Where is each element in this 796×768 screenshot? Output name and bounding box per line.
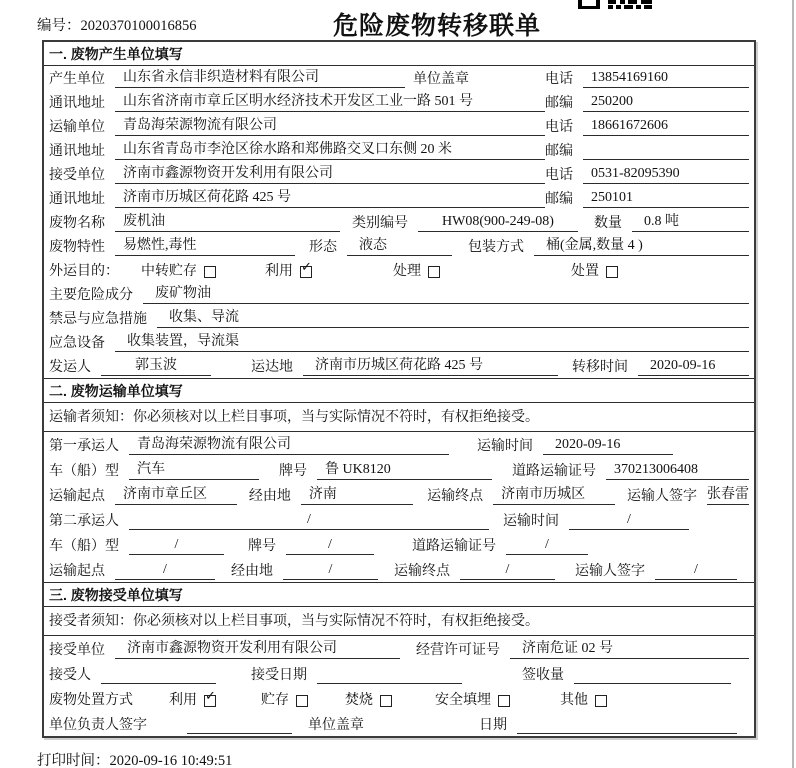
second-carrier-row — [44, 507, 754, 532]
receiving-unit-row — [44, 636, 754, 661]
end-label: 运输终点 — [394, 564, 450, 579]
checkbox-icon — [204, 266, 216, 278]
carrier-label: 第一承运人 — [49, 439, 119, 454]
producer-row — [44, 66, 754, 90]
document-header — [0, 6, 796, 40]
option-label: 其他 — [560, 693, 588, 708]
plate-label: 牌号 — [248, 539, 276, 554]
print-time-value: 2020-09-16 10:49:51 — [109, 753, 233, 768]
carrier-sign-label: 运输人签字 — [626, 489, 697, 504]
carrier-sign-label: 运输人签字 — [575, 564, 645, 579]
disposal-option-other — [560, 689, 607, 709]
category-value: HW08(900-249-08) — [418, 213, 578, 232]
transporter-address-row — [44, 138, 754, 162]
address-label: 通讯地址 — [49, 96, 105, 111]
seal-label: 单位盖章 — [308, 718, 364, 733]
disposal-method-label: 废物处置方式 — [49, 693, 133, 708]
form-label: 形态 — [309, 240, 337, 255]
character-label: 废物特性 — [49, 240, 105, 255]
transporter-label: 运输单位 — [49, 120, 105, 135]
emergency-equipment-value: 收集装置，导流渠 — [115, 333, 749, 352]
emergency-measures-row — [44, 306, 754, 330]
section-receiver-title: 三. 废物接受单位填写 — [44, 583, 754, 607]
doc-number-value: 2020370100016856 — [80, 18, 197, 34]
address-label: 通讯地址 — [49, 192, 105, 207]
emergency-measures-label: 禁忌与应急措施 — [49, 312, 147, 327]
route-row-2 — [44, 557, 754, 582]
option-label: 焚烧 — [345, 693, 373, 708]
transport-time-label: 运输时间 — [477, 439, 533, 454]
received-qty-value — [574, 683, 731, 684]
hazard-row — [44, 282, 754, 306]
received-qty-label: 签收量 — [522, 668, 564, 683]
vehicle-row-2 — [44, 532, 754, 557]
waste-character-row — [44, 234, 754, 258]
producer-value: 山东省永信非织造材料有限公司 — [115, 69, 405, 88]
qr-code-fragment-icon — [578, 0, 652, 9]
road-license-label: 道路运输证号 — [512, 464, 596, 479]
section-producer-title: 一. 废物产生单位填写 — [44, 42, 754, 66]
address-value: 山东省济南市章丘区明水经济技术开发区工业一路 501 号 — [115, 93, 545, 112]
emergency-equipment-row — [44, 330, 754, 354]
section-transporter — [44, 378, 754, 582]
date-value — [517, 733, 737, 734]
transporter-notice: 运输者须知：你必须核对以上栏目事项，当与实际情况不符时，有权拒绝接受。 — [44, 403, 754, 432]
page-right-edge — [792, 0, 794, 768]
via-label: 经由地 — [231, 564, 273, 579]
transporter-value: 青岛海荣源物流有限公司 — [115, 117, 545, 136]
transport-time-value: 2020-09-16 — [543, 436, 673, 455]
zip-value: 250200 — [583, 93, 749, 112]
waste-name-row — [44, 210, 754, 234]
option-label: 处置 — [571, 264, 599, 279]
zip-label: 邮编 — [545, 144, 573, 159]
purpose-label: 外运目的： — [49, 264, 119, 279]
option-label: 处理 — [393, 264, 421, 279]
road-license-value: / — [506, 536, 588, 555]
phone-value: 0531-82095390 — [583, 165, 749, 184]
destination-label: 运达地 — [251, 360, 293, 375]
section-receiver — [44, 582, 754, 736]
emergency-equipment-label: 应急设备 — [49, 336, 105, 351]
checkbox-icon — [204, 689, 216, 707]
vehicle-type-label: 车（船）型 — [49, 539, 119, 554]
quantity-value: 0.8 吨 — [632, 213, 749, 232]
disposal-option-use — [169, 689, 216, 709]
option-label: 安全填埋 — [435, 693, 491, 708]
accept-date-label: 接受日期 — [251, 668, 307, 683]
via-value: 济南 — [301, 486, 413, 505]
packing-label: 包装方式 — [468, 240, 524, 255]
checkbox-icon — [300, 260, 312, 278]
disposal-option-store — [261, 689, 308, 709]
purpose-row — [44, 258, 754, 282]
zip-value: 250101 — [583, 189, 749, 208]
receiver-notice: 接受者须知：你必须核对以上栏目事项，当与实际情况不符时，有权拒绝接受。 — [44, 607, 754, 636]
acceptor-label: 接受人 — [49, 668, 91, 683]
option-label: 中转贮存 — [141, 264, 197, 279]
carrier-value: 青岛海荣源物流有限公司 — [129, 436, 449, 455]
transporter-row — [44, 114, 754, 138]
transport-time-label: 运输时间 — [503, 514, 559, 529]
producer-address-row — [44, 90, 754, 114]
accept-date-value — [317, 683, 462, 684]
checkbox-icon — [428, 266, 440, 278]
receiver-value: 济南市鑫源物资开发利用有限公司 — [115, 165, 545, 184]
end-value: 济南市历城区 — [493, 486, 615, 505]
form-value: 液态 — [347, 237, 452, 256]
transport-time-value: / — [569, 511, 689, 530]
checkmark-icon: ✓ — [205, 689, 216, 704]
option-label: 贮存 — [261, 693, 289, 708]
permit-value: 济南危证 02 号 — [510, 640, 749, 659]
consignor-label: 发运人 — [49, 360, 91, 375]
character-value: 易燃性,毒性 — [115, 237, 295, 256]
disposal-option-incinerate — [345, 689, 392, 709]
consignor-value: 郭玉波 — [101, 357, 211, 376]
checkbox-icon — [606, 266, 618, 278]
phone-value: 18661672606 — [583, 117, 749, 136]
waste-name-label: 废物名称 — [49, 216, 105, 231]
receiving-unit-label: 接受单位 — [49, 643, 105, 658]
receiver-row — [44, 162, 754, 186]
address-label: 通讯地址 — [49, 144, 105, 159]
section-producer — [44, 42, 754, 378]
option-label: 利用 — [169, 693, 197, 708]
acceptor-row — [44, 661, 754, 686]
acceptor-value — [101, 683, 216, 684]
origin-value: / — [115, 561, 215, 580]
plate-label: 牌号 — [279, 464, 307, 479]
carrier-sign-value: / — [655, 561, 737, 580]
plate-value: / — [286, 536, 374, 555]
destination-value: 济南市历城区荷花路 425 号 — [303, 357, 558, 376]
consignor-row — [44, 354, 754, 378]
phone-value: 13854169160 — [583, 69, 749, 88]
checkbox-icon — [296, 695, 308, 707]
disposal-option-landfill — [435, 689, 510, 709]
purpose-option-dispose — [571, 260, 618, 280]
address-value: 济南市历城区荷花路 425 号 — [115, 189, 545, 208]
receiver-address-row — [44, 186, 754, 210]
end-label: 运输终点 — [427, 489, 484, 504]
origin-label: 运输起点 — [49, 564, 105, 579]
print-time-label: 打印时间： — [37, 753, 110, 768]
phone-label: 电话 — [545, 168, 573, 183]
zip-value — [583, 159, 749, 160]
date-label: 日期 — [479, 718, 507, 733]
emergency-measures-value: 收集、导流 — [157, 309, 749, 328]
disposal-method-row — [44, 686, 754, 711]
purpose-option-use — [265, 260, 312, 280]
hazard-value: 废矿物油 — [143, 285, 749, 304]
receiving-unit-value: 济南市鑫源物资开发利用有限公司 — [115, 640, 400, 659]
category-label: 类别编号 — [352, 216, 408, 231]
producer-label: 产生单位 — [49, 72, 105, 87]
checkbox-icon — [595, 695, 607, 707]
doc-number-label: 编号： — [37, 18, 81, 34]
transfer-date-label: 转移时间 — [572, 360, 628, 375]
checkmark-icon: ✓ — [301, 260, 312, 275]
phone-label: 电话 — [545, 120, 573, 135]
route-row-1 — [44, 482, 754, 507]
plate-value: 鲁 UK8120 — [317, 461, 492, 480]
carrier-sign-value: 张春雷 — [707, 486, 749, 505]
vehicle-type-value: / — [129, 536, 224, 555]
head-signature-row — [44, 711, 754, 736]
quantity-label: 数量 — [594, 216, 622, 231]
hazard-label: 主要危险成分 — [49, 288, 133, 303]
transfer-date-value: 2020-09-16 — [638, 357, 749, 376]
carrier-label: 第二承运人 — [49, 514, 119, 529]
head-sign-label: 单位负责人签字 — [49, 718, 147, 733]
via-label: 经由地 — [248, 489, 291, 504]
waste-name-value: 废机油 — [115, 213, 340, 232]
vehicle-type-label: 车（船）型 — [49, 464, 119, 479]
permit-label: 经营许可证号 — [416, 643, 500, 658]
head-sign-value — [187, 733, 292, 734]
vehicle-row-1 — [44, 457, 754, 482]
end-value: / — [460, 561, 555, 580]
page-title: 危险废物转移联单 — [332, 12, 541, 40]
receiver-label: 接受单位 — [49, 168, 105, 183]
origin-label: 运输起点 — [49, 489, 105, 504]
phone-label: 电话 — [545, 72, 573, 87]
zip-label: 邮编 — [545, 96, 573, 111]
seal-label: 单位盖章 — [413, 72, 469, 87]
zip-label: 邮编 — [545, 192, 573, 207]
carrier-value: / — [129, 511, 489, 530]
road-license-value: 370213006408 — [606, 461, 749, 480]
manifest-table — [42, 40, 756, 738]
via-value: / — [283, 561, 378, 580]
address-value: 山东省青岛市李沧区徐水路和郑佛路交叉口东侧 20 米 — [115, 141, 545, 160]
checkbox-icon — [498, 695, 510, 707]
road-license-label: 道路运输证号 — [412, 539, 496, 554]
purpose-option-treat — [393, 260, 440, 280]
print-time — [37, 749, 232, 768]
first-carrier-row — [44, 432, 754, 457]
packing-value: 桶(金属,数量 4 ) — [534, 237, 749, 256]
option-label: 利用 — [265, 264, 293, 279]
section-transporter-title: 二. 废物运输单位填写 — [44, 379, 754, 403]
origin-value: 济南市章丘区 — [115, 486, 237, 505]
purpose-option-storage — [141, 260, 216, 280]
vehicle-type-value: 汽车 — [129, 461, 259, 480]
checkbox-icon — [380, 695, 392, 707]
